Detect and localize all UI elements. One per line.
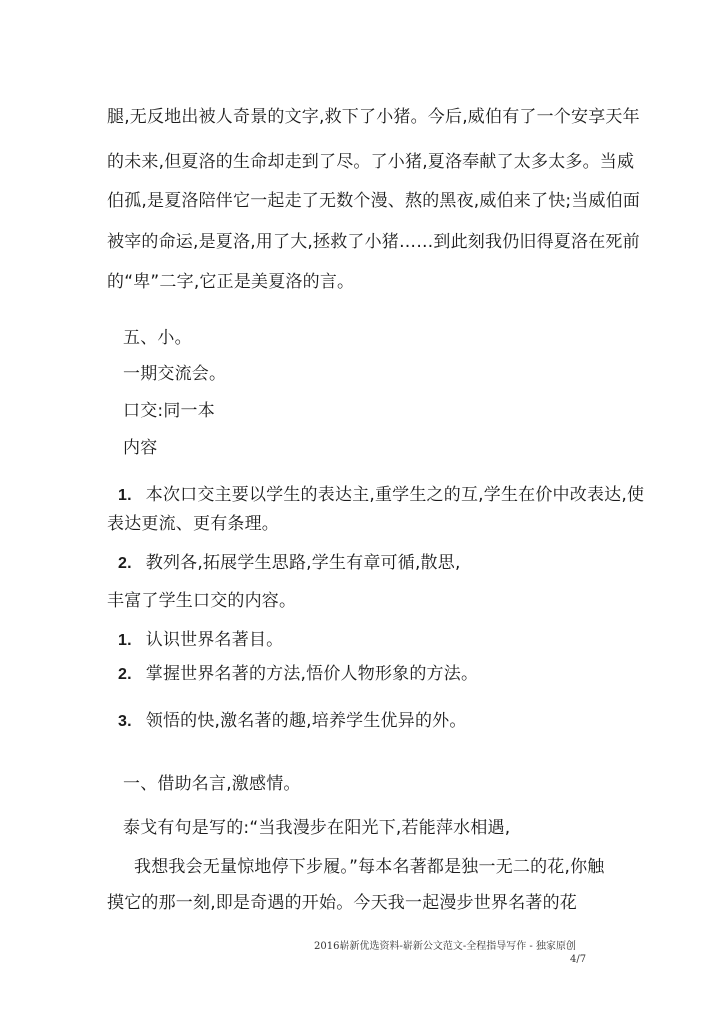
goal-text: 认识世界名著目。 [145,630,284,650]
paragraph-line: 的“卑”二字,它正是美夏洛的言。 [107,272,355,292]
page-footer-source: 2016崭新优选资料-崭新公文范文-全程指导写作 - 独家原创 [314,941,576,952]
section-heading: 一、借助名言,激感情。 [123,774,301,794]
body-line: 内容 [123,438,158,458]
body-line: 摸它的那一刻,即是奇遇的开始。今天我一起漫步世界名著的花 [107,893,578,913]
body-line: 我想我会无量惊地停下步履。”每本名著都是独一无二的花,你触 [134,857,605,877]
goal-text: 领悟的快,激名著的趣,培养学生优异的外。 [145,711,467,731]
paragraph-line: 被宰的命运,是夏洛,用了大,拯救了小猪……到此刻我仍旧得夏洛在死前 [107,232,640,252]
goal-number: 1. [118,632,132,649]
goal-item [118,710,467,733]
content-item-continuation: 丰富了学生口交的内容。 [107,591,297,611]
body-line: 口交:同一本 [123,401,215,421]
section-heading: 五、小。 [123,328,192,348]
goal-item [118,663,478,686]
page-number: 4/7 [570,954,587,965]
item-text: 本次口交主要以学生的表达主,重学生之的互,学生在价中改表达,使 [145,485,645,505]
item-text: 教列各,拓展学生思路,学生有章可循,散思, [145,553,461,573]
body-line: 泰戈有句是写的:“当我漫步在阳光下,若能萍水相遇, [123,818,511,838]
paragraph-line: 的未来,但夏洛的生命却走到了尽。了小猪,夏洛奉献了太多太多。当威 [107,152,635,172]
paragraph-line: 伯孤,是夏洛陪伴它一起走了无数个漫、熬的黑夜,威伯来了快;当威伯面 [107,191,641,211]
paragraph-line: 腿,无反地出被人奇景的文字,救下了小猪。今后,威伯有了一个安享天年 [107,107,640,127]
item-number: 1. [118,487,132,504]
body-line: 一期交流会。 [123,364,227,384]
goal-item [118,629,283,652]
content-item [118,484,644,507]
goal-number: 2. [118,666,132,683]
goal-number: 3. [118,713,132,730]
content-item-continuation: 表达更流、更有条理。 [107,514,279,534]
goal-text: 掌握世界名著的方法,悟价人物形象的方法。 [145,664,479,684]
item-number: 2. [118,555,132,572]
content-item [118,552,461,575]
